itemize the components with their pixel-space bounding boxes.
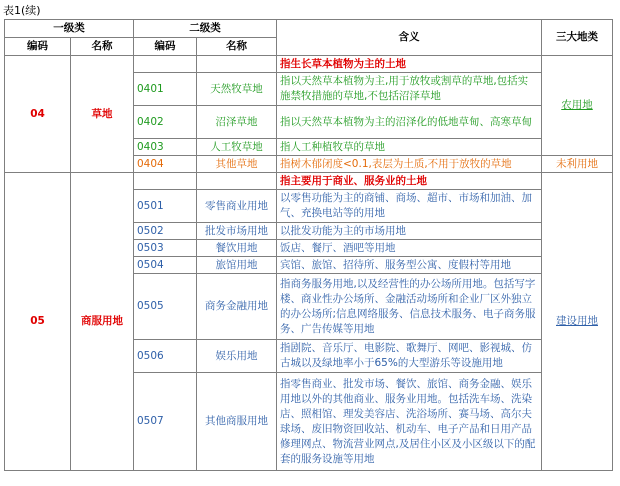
- l1-code-05: 05: [5, 173, 71, 471]
- desc-0506: 指剧院、音乐厅、电影院、歌舞厅、网吧、影视城、仿古城以及绿地率小于65%的大型游乐等设施用地: [277, 340, 542, 373]
- header-l2-code: 编码: [134, 38, 197, 56]
- header-row-1: [5, 20, 613, 38]
- table-row: [5, 173, 613, 190]
- desc-0401: 指以天然草本植物为主,用于放牧或割草的草地,包括实施禁牧措施的草地,不包括沼泽草地: [277, 73, 542, 106]
- l1-code-04: 04: [5, 56, 71, 173]
- code-0501: 0501: [134, 190, 197, 223]
- three-class-0404: 未利用地: [542, 156, 613, 173]
- header-level2: 二级类: [134, 20, 277, 38]
- name-0506: 娱乐用地: [197, 340, 277, 373]
- name-0401: 天然牧草地: [197, 73, 277, 106]
- desc-0502: 以批发功能为主的市场用地: [277, 223, 542, 240]
- desc-0404: 指树木郁闭度<0.1,表层为土质,不用于放牧的草地: [277, 156, 542, 173]
- intro-04: 指生长草本植物为主的土地: [277, 56, 542, 73]
- name-0505: 商务金融用地: [197, 274, 277, 340]
- header-l1-name: 名称: [71, 38, 134, 56]
- code-0403: 0403: [134, 139, 197, 156]
- code-0502: 0502: [134, 223, 197, 240]
- name-0402: 沼泽草地: [197, 106, 277, 139]
- name-0404: 其他草地: [197, 156, 277, 173]
- desc-0403: 指人工种植牧草的草地: [277, 139, 542, 156]
- desc-0507: 指零售商业、批发市场、餐饮、旅馆、商务金融、娱乐用地以外的其他商业、服务业用地。包括洗车场、洗染店、照相馆、理发美容店、洗浴场所、赛马场、高尔夫球场、废旧物资回收站、机动车、电子产品和日用产品修理网点、物流营业网点,及居住小区及小区级以下的配套的服务设施等用地: [277, 373, 542, 471]
- three-class-05[interactable]: 建设用地: [542, 173, 613, 471]
- land-classification-table: [4, 19, 613, 471]
- desc-0505: 指商务服务用地,以及经营性的办公场所用地。包括写字楼、商业性办公场所、金融活动场所和企业厂区外独立的办公场所;信息网络服务、信息技术服务、电子商务服务、广告传媒等用地: [277, 274, 542, 340]
- code-0504: 0504: [134, 257, 197, 274]
- header-l2-name: 名称: [197, 38, 277, 56]
- l1-name-05: 商服用地: [71, 173, 134, 471]
- table-caption: 表1(续): [3, 4, 41, 17]
- name-0507: 其他商服用地: [197, 373, 277, 471]
- name-0503: 餐饮用地: [197, 240, 277, 257]
- three-class-04[interactable]: 农用地: [542, 56, 613, 156]
- header-three-class: 三大地类: [542, 20, 613, 56]
- code-0402: 0402: [134, 106, 197, 139]
- desc-0503: 饭店、餐厅、酒吧等用地: [277, 240, 542, 257]
- name-0403: 人工牧草地: [197, 139, 277, 156]
- desc-0402: 指以天然草本植物为主的沼泽化的低地草甸、高寒草甸: [277, 106, 542, 139]
- intro-05: 指主要用于商业、服务业的土地: [277, 173, 542, 190]
- code-0404: 0404: [134, 156, 197, 173]
- l1-name-04: 草地: [71, 56, 134, 173]
- table-row: [5, 56, 613, 73]
- header-level1: 一级类: [5, 20, 134, 38]
- name-0504: 旅馆用地: [197, 257, 277, 274]
- name-0502: 批发市场用地: [197, 223, 277, 240]
- header-meaning: 含义: [277, 20, 542, 56]
- code-0506: 0506: [134, 340, 197, 373]
- desc-0501: 以零售功能为主的商铺、商场、超市、市场和加油、加气、充换电站等的用地: [277, 190, 542, 223]
- name-0501: 零售商业用地: [197, 190, 277, 223]
- code-0401: 0401: [134, 73, 197, 106]
- code-0507: 0507: [134, 373, 197, 471]
- header-l1-code: 编码: [5, 38, 71, 56]
- code-0505: 0505: [134, 274, 197, 340]
- desc-0504: 宾馆、旅馆、招待所、服务型公寓、度假村等用地: [277, 257, 542, 274]
- code-0503: 0503: [134, 240, 197, 257]
